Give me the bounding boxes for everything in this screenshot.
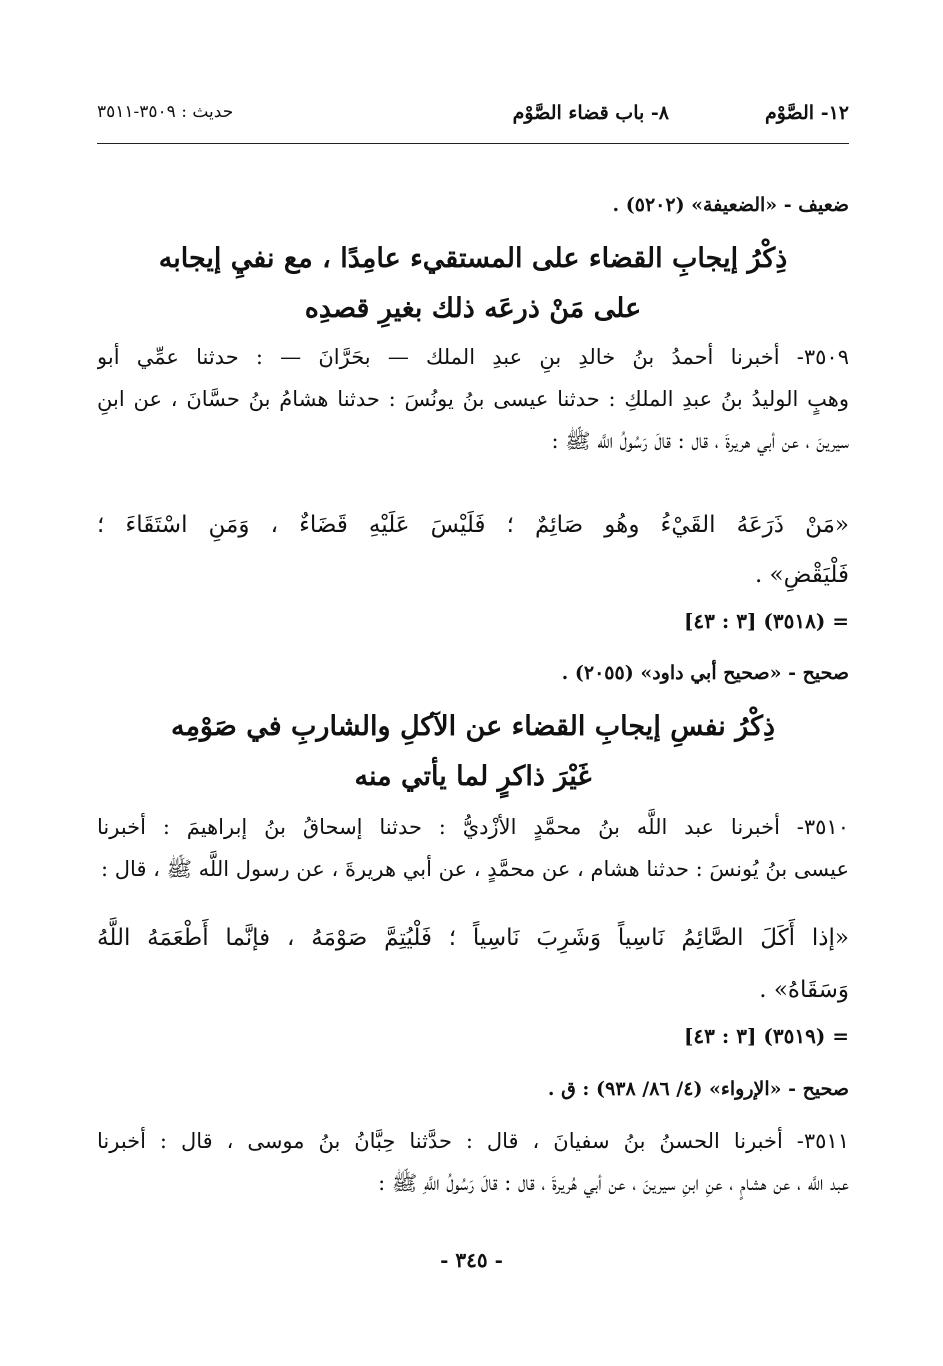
- reference-text: = (٣٥١٨) [٣ : ٤٣]: [683, 609, 849, 633]
- section-title: ٨- باب قضاء الصَّوْم: [512, 102, 669, 124]
- isnad-line: عيسى بنُ يُونسَ : حدثنا هشام ، عن محمَّدٍ ، عن أبي هريرةَ ، عن رسول اللَّه ﷺ ، قال :: [101, 857, 849, 881]
- matn-line: فَلْيَقْضِ» .: [754, 562, 849, 588]
- grade-note: [97, 652, 849, 694]
- isnad-line: سيرينَ ، عن أبي هريرةَ ، قال : قالَ رَسُولُ اللَّه ﷺ :: [551, 429, 849, 453]
- grade-text: صحيح - «صحيح أبي داود» (٢٠٥٥) .: [561, 662, 849, 684]
- matn-line: «مَنْ ذَرَعَهُ القَيْءُ وهُو صَائِمٌ ؛ فَلَيْسَ عَلَيْهِ قَضَاءٌ ، وَمَنِ اسْتَقَاءَ ؛: [97, 512, 849, 538]
- section-heading: [97, 234, 849, 334]
- cross-reference: [97, 600, 849, 642]
- matn-line: وَسَقَاهُ» .: [759, 977, 849, 1003]
- hadith-3511: [97, 1120, 849, 1204]
- grade-note: [97, 184, 849, 226]
- hadith-3510-matn: [97, 912, 849, 1016]
- hadith-3509: [97, 336, 849, 462]
- header-rule: [97, 143, 849, 144]
- grade-note: [97, 1068, 849, 1110]
- isnad-line: عبد اللَّه ، عن هشامٍ ، عنِ ابنِ سيرينَ ، عن أبي هُريرةَ ، قال : قالَ رَسُولُ اللَّهِ ﷺ :: [378, 1171, 849, 1195]
- hadith-range: حديث : ٣٥٠٩-٣٥١١: [97, 102, 234, 122]
- cross-reference: [97, 1015, 849, 1057]
- reference-text: = (٣٥١٩) [٣ : ٤٣]: [683, 1024, 849, 1048]
- hadith-3509-matn: [97, 500, 849, 600]
- isnad-line: ٣٥١٠- أخبرنا عبد اللَّه بنُ محمَّدٍ الأزْديُّ : حدثنا إسحاقُ بنُ إبراهيمَ : أخبرنا: [97, 815, 849, 839]
- grade-text: صحيح - «الإرواء» (٤/ ٨٦/ ٩٣٨) : ق .: [547, 1078, 849, 1100]
- matn-line: «إذا أَكَلَ الصَّائِمُ نَاسِياً وَشَرِبَ نَاسِياً ؛ فَلْيُتِمَّ صَوْمَهُ ، فإنَّما أَطْعَمَهُ اللَّهُ: [97, 925, 849, 951]
- section-heading: [97, 702, 849, 802]
- heading-line: على مَنْ ذرعَه ذلك بغيرِ قصدِه: [304, 293, 642, 324]
- chapter-title: ١٢- الصَّوْم: [764, 102, 849, 124]
- hadith-3510: [97, 806, 849, 890]
- heading-line: غَيْرَ ذاكرٍ لما يأتي منه: [354, 761, 592, 792]
- isnad-line: ٣٥١١- أخبرنا الحسنُ بنُ سفيانَ ، قال : حدَّثنا حِبَّانُ بنُ موسى ، قال : أخبرنا: [97, 1129, 849, 1153]
- heading-line: ذِكْرُ إيجابِ القضاء على المستقيء عامِدًا ، مع نفيِ إيجابه: [158, 243, 788, 274]
- page-number: - ٣٤٥ -: [440, 1248, 503, 1272]
- heading-line: ذِكْرُ نفسِ إيجابِ القضاء عن الآكلِ والشاربِ في صَوْمِه: [170, 711, 775, 742]
- grade-text: ضعيف - «الضعيفة» (٥٢٠٢) .: [612, 194, 849, 216]
- page-header: [97, 100, 849, 136]
- isnad-line: وهبٍ الوليدُ بنُ عبدِ الملكِ : حدثنا عيسى بنُ يونُسَ : حدثنا هشامُ بنُ حسَّانَ ، عن ابنِ: [97, 387, 849, 411]
- isnad-line: ٣٥٠٩- أخبرنا أحمدُ بنُ خالدِ بنِ عبدِ الملك — بحَرَّانَ — : حدثنا عمِّي أبو: [97, 345, 849, 369]
